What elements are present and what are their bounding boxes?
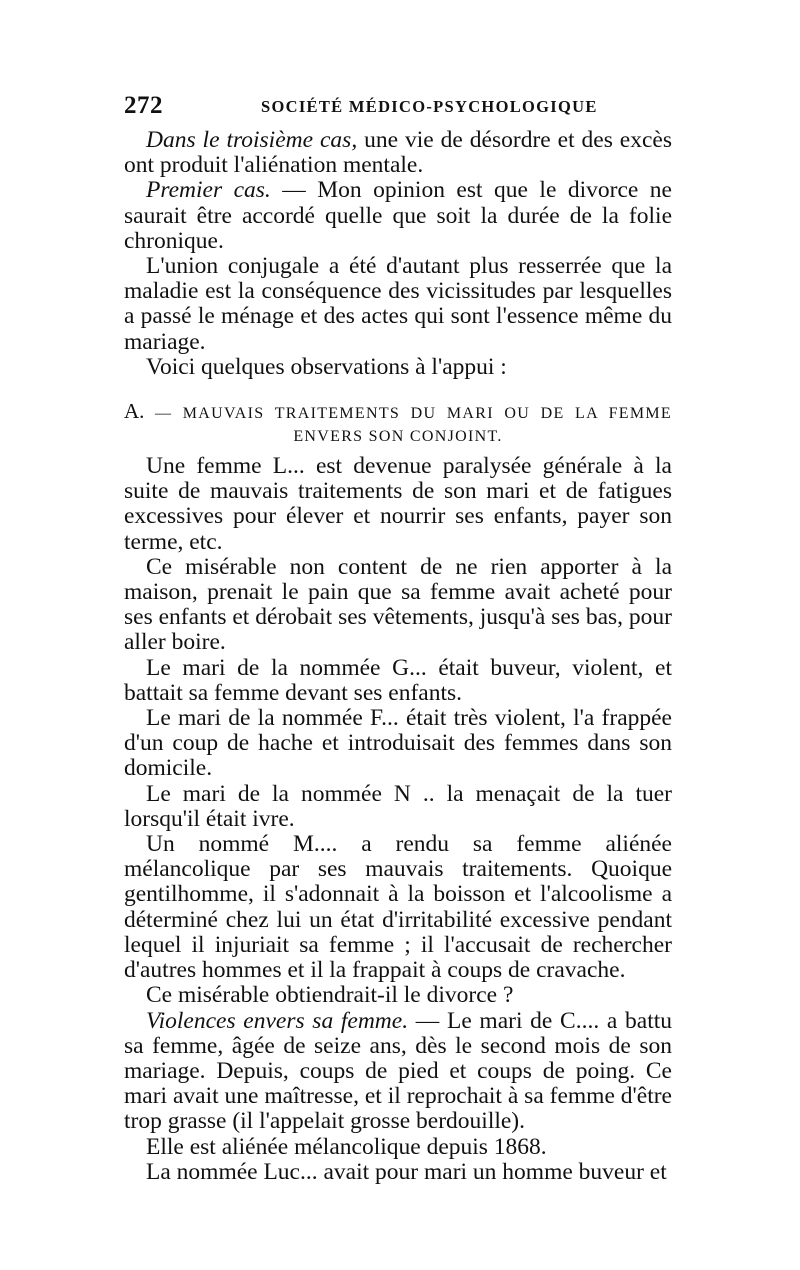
paragraph (124, 178, 672, 254)
paragraph-lead: Violences envers sa femme. (146, 1007, 409, 1034)
paragraph-text: — Le mari de C.... a battu sa femme, âgée de seize ans, dès le second mois de son mariage. Depuis, coups de pied et coups de poing. Ce mari avait une maîtresse, et il reprochait à sa femme d'être trop grasse (il l'appelait grosse berdouille). (124, 1007, 672, 1135)
section-heading-prefix: A. (124, 399, 145, 424)
paragraph-text: Voici quelques observations à l'appui : (146, 353, 507, 380)
paragraph-text: Ce misérable obtiendrait-il le divorce ? (146, 982, 514, 1009)
page-header (124, 92, 669, 122)
section-heading (124, 400, 672, 448)
paragraph (124, 1160, 672, 1185)
paragraph-text: L'union conjugale a été d'autant plus resserrée que la maladie est la conséquence des vicissitudes par lesquelles a passé le ménage et des actes qui sont l'essence même du mariage. (124, 253, 672, 355)
paragraph (124, 1009, 672, 1135)
paragraph (124, 555, 672, 656)
paragraph-text: une vie de désordre et des excès ont produit l'aliénation mentale. (124, 127, 672, 179)
paragraph-lead: Premier cas. (146, 177, 271, 204)
paragraph-text: — Mon opinion est que le divorce ne saurait être accordé quelle que soit la durée de la folie chronique. (124, 177, 672, 254)
paragraph-text: Un nommé M.... a rendu sa femme aliénée mélancolique par ses mauvais traitements. Quoique gentilhomme, il s'adonnait à la boisson et l'alcoolisme a déterminé chez lui un état d'irritabilité excessive pendant lequel il injuriait sa femme ; il l'accusait de rechercher d'autres hommes et il la frappait à coups de cravache. (124, 831, 672, 984)
paragraph (124, 254, 672, 355)
section-heading-title: — MAUVAIS TRAITEMENTS DU MARI OU DE LA FEMME (154, 405, 672, 423)
paragraph (124, 782, 672, 832)
paragraph-text: Ce misérable non content de ne rien apporter à la maison, prenait le pain que sa femme avait acheté pour ses enfants et dérobait ses vêtements, jusqu'à ses bas, pour aller boire. (124, 553, 672, 656)
paragraph (124, 983, 672, 1008)
paragraph (124, 832, 672, 983)
paragraph-lead: Dans le troisième cas, (146, 127, 358, 153)
paragraph-text: Le mari de la nommée G... était buveur, violent, et battait sa femme devant ses enfants. (124, 654, 672, 706)
paragraph (124, 656, 672, 706)
paragraph (124, 454, 672, 555)
paragraph-text: La nommée Luc... avait pour mari un homme buveur et (146, 1158, 667, 1185)
running-head: SOCIÉTÉ MÉDICO-PSYCHOLOGIQUE (261, 97, 598, 116)
page-number: 272 (124, 92, 163, 119)
paragraph-text: Le mari de la nommée F... était très violent, l'a frappée d'un coup de hache et introduisait des femmes dans son domicile. (124, 705, 672, 782)
paragraph-text: Une femme L... est devenue paralysée générale à la suite de mauvais traitements de son mari et de fatigues excessives pour élever et nourrir ses enfants, payer son terme, etc. (124, 453, 672, 555)
body-text (124, 128, 672, 1185)
paragraph (124, 128, 672, 178)
paragraph-text: Elle est aliénée mélancolique depuis 1868. (146, 1133, 547, 1160)
section-heading-line-2: ENVERS SON CONJOINT. (293, 428, 503, 446)
section-heading-line-1 (124, 400, 672, 425)
paragraph-text: Le mari de la nommée N .. la menaçait de la tuer lorsqu'il était ivre. (124, 780, 672, 832)
paragraph (124, 355, 672, 380)
paragraph (124, 706, 672, 782)
paragraph (124, 1135, 672, 1160)
